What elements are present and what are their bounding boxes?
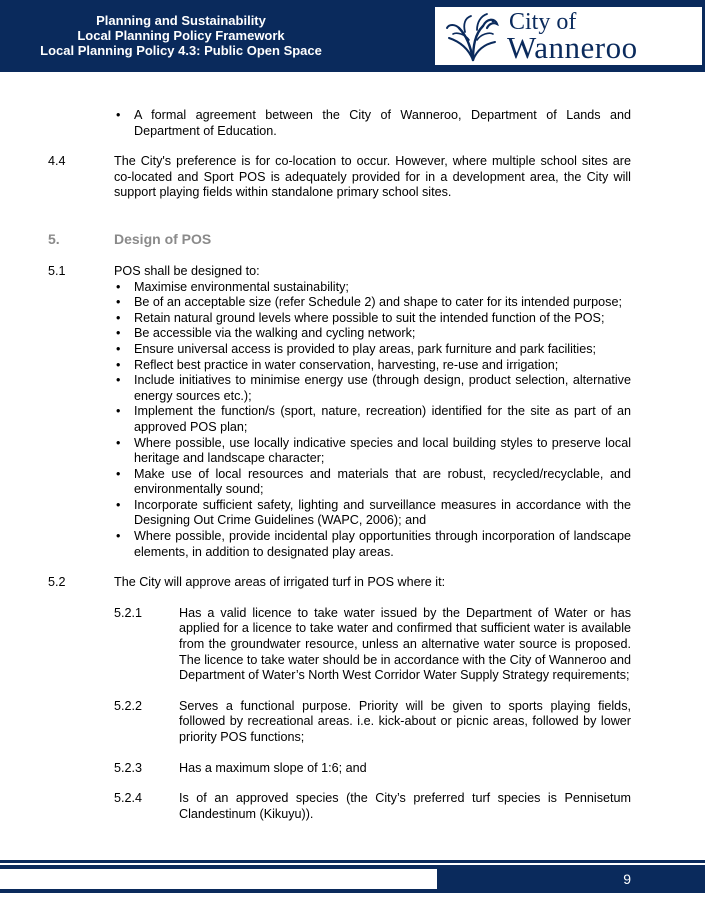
list-item: • Ensure universal access is provided to play areas, park furniture and park facilities;	[0, 342, 705, 358]
logo-text-city-of: City of	[509, 9, 577, 35]
clause-text: The City's preference is for co-location to occur. However, where multiple school sites are co-located and Sport POS is adequately provided for in a development area, the City will support playing fields within standalone primary school sites.	[114, 154, 631, 200]
city-logo	[435, 7, 702, 65]
list-item: • Reflect best practice in water conservation, harvesting, re-use and irrigation;	[0, 358, 705, 374]
header-title	[0, 13, 362, 58]
clause-5-2	[0, 575, 705, 591]
list-item: • Include initiatives to minimise energy use (through design, product selection, alternative energy sources etc.);	[0, 373, 705, 404]
subclause-text: Has a maximum slope of 1:6; and	[179, 760, 367, 775]
list-item: • Be of an acceptable size (refer Schedule 2) and shape to cater for its intended purpose;	[0, 295, 705, 311]
section-5-heading	[0, 231, 705, 248]
footer-rule	[0, 860, 705, 863]
list-item: • Incorporate sufficient safety, lighting and surveillance measures in accordance with the Designing Out Crime Guidelines (WAPC, 2006); and	[0, 498, 705, 529]
subclause-5-2-3	[0, 761, 705, 777]
clause-number: 5.1	[48, 263, 66, 278]
intro-bullet-list	[0, 108, 705, 139]
subclause-5-2-2	[0, 699, 705, 746]
list-item: • Where possible, provide incidental play opportunities through incorporation of landscape elements, in addition to designated play areas.	[0, 529, 705, 560]
list-item: • Maximise environmental sustainability;	[0, 280, 705, 296]
clause-number: 4.4	[48, 154, 66, 169]
logo-text-wanneroo: Wanneroo	[507, 30, 638, 65]
page-footer	[0, 865, 705, 893]
header-line-policy: Local Planning Policy 4.3: Public Open Space	[40, 43, 322, 58]
page-body	[0, 108, 705, 822]
list-item: • Retain natural ground levels where possible to suit the intended function of the POS;	[0, 311, 705, 327]
subclause-text: Has a valid licence to take water issued by the Department of Water or has applied for a licence to take water and confirmed that sufficient water is available from the groundwater resource, unless an alternative water source is proposed. The licence to take water should be in accordance with the City of Wanneroo and Department of Water’s North West Corridor Water Supply Strategy requirements;	[179, 605, 631, 683]
subclause-text: Is of an approved species (the City’s preferred turf species is Pennisetum Clandestinum (Kikuyu)).	[179, 791, 631, 821]
subclause-text: Serves a functional purpose. Priority will be given to sports playing fields, followed by recreational areas. i.e. kick-about or picnic areas, followed by lower priority POS functions;	[179, 698, 631, 744]
header-line-framework: Local Planning Policy Framework	[77, 28, 285, 43]
clause-4-4	[0, 154, 705, 201]
page-number: 9	[623, 871, 631, 887]
clause-5-1	[0, 264, 705, 280]
clause-text: The City will approve areas of irrigated turf in POS where it:	[114, 575, 446, 590]
subclause-number: 5.2.3	[114, 760, 143, 775]
list-item: • Be accessible via the walking and cycling network;	[0, 326, 705, 342]
subclause-number: 5.2.4	[114, 791, 143, 806]
wanneroo-swan-logo-icon	[443, 10, 499, 62]
subclause-number: 5.2.1	[114, 605, 143, 620]
subclause-5-2-1	[0, 606, 705, 684]
list-item: • Make use of local resources and materials that are robust, recycled/recyclable, and environmentally sound;	[0, 467, 705, 498]
clause-5-1-bullets	[0, 280, 705, 561]
list-item: • Where possible, use locally indicative species and local building styles to preserve local heritage and landscape character;	[0, 436, 705, 467]
subclause-number: 5.2.2	[114, 698, 143, 713]
subclause-5-2-4	[0, 791, 705, 822]
footer-white-band	[0, 869, 437, 889]
header-line-department: Planning and Sustainability	[96, 13, 266, 28]
section-title: Design of POS	[114, 230, 212, 247]
list-item: • A formal agreement between the City of Wanneroo, Department of Lands and Department of Education.	[0, 108, 705, 139]
clause-number: 5.2	[48, 575, 66, 590]
page-header	[0, 0, 705, 72]
list-item: • Implement the function/s (sport, nature, recreation) identified for the site as part of an approved POS plan;	[0, 404, 705, 435]
section-number: 5.	[48, 230, 60, 247]
clause-text: POS shall be designed to:	[114, 263, 260, 278]
